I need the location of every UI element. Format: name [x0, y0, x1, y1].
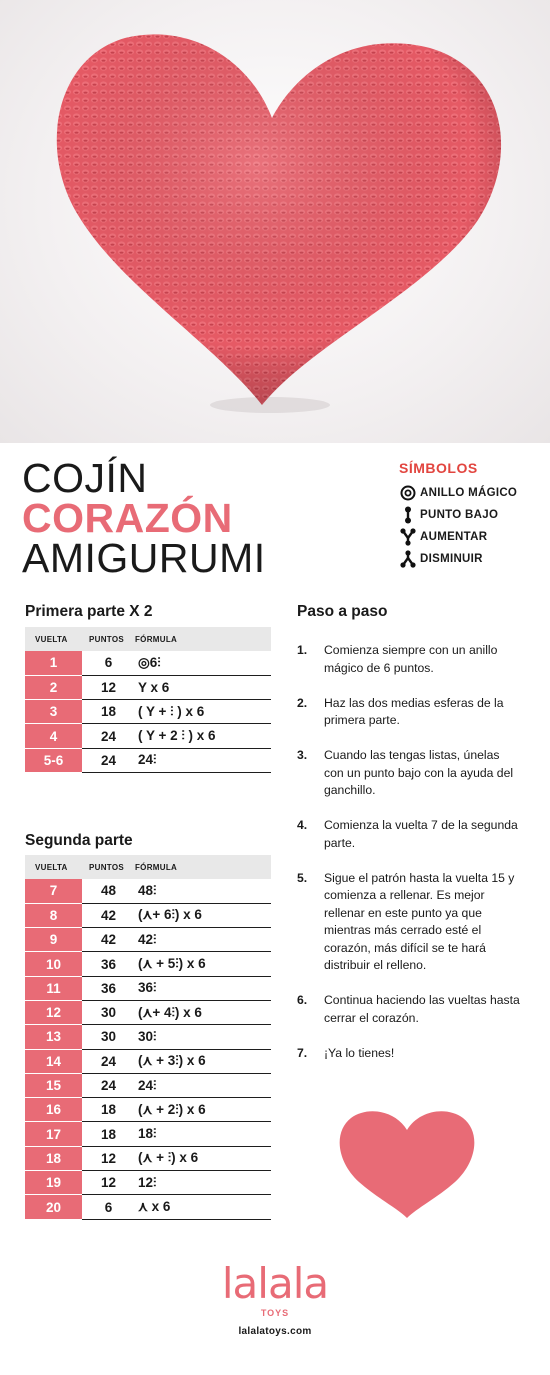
heart-icon — [337, 1108, 477, 1225]
brand-logo — [0, 1262, 550, 1337]
stitches-cell: 6 — [82, 651, 135, 675]
table-row — [25, 928, 271, 952]
table-row — [25, 1098, 271, 1122]
round-cell: 19 — [25, 1171, 82, 1195]
stitches-cell: 48 — [82, 879, 135, 903]
title-line-1: COJÍN — [22, 455, 148, 501]
formula-cell: 24⫶ — [135, 748, 271, 772]
round-cell: 15 — [25, 1073, 82, 1097]
round-cell: 11 — [25, 976, 82, 1000]
round-cell: 18 — [25, 1146, 82, 1170]
formula-cell: (⋏ + ⫶) x 6 — [135, 1146, 271, 1170]
step-number: 7. — [297, 1045, 308, 1060]
step-number: 4. — [297, 818, 308, 832]
crochet-heart-image — [0, 0, 550, 443]
column-header: PUNTOS — [82, 855, 135, 879]
round-cell: 20 — [25, 1195, 82, 1219]
step-number: 3. — [297, 748, 308, 762]
table-row — [25, 1195, 271, 1219]
stitches-cell: 30 — [82, 1000, 135, 1024]
table-header-row — [25, 627, 271, 651]
round-cell: 3 — [25, 700, 82, 724]
formula-cell: ◎6⫶ — [135, 651, 271, 675]
column-header: FÓRMULA — [135, 627, 271, 651]
list-item — [297, 870, 522, 975]
stitches-cell: 6 — [82, 1195, 135, 1219]
table-row — [25, 748, 271, 772]
round-cell: 4 — [25, 724, 82, 748]
round-cell: 2 — [25, 675, 82, 699]
round-cell: 14 — [25, 1049, 82, 1073]
step-text: Continua haciendo las vueltas hasta cerrar el corazón. — [324, 993, 520, 1025]
symbol-label: ANILLO MÁGICO — [420, 487, 518, 499]
stitches-cell: 12 — [82, 1171, 135, 1195]
table-row — [25, 1171, 271, 1195]
step-text: Cuando las tengas listas, únelas con un punto bajo con la ayuda del ganchillo. — [324, 748, 514, 797]
round-cell: 17 — [25, 1122, 82, 1146]
list-item — [297, 817, 522, 852]
symbol-row-increase — [399, 526, 517, 548]
formula-cell: 30⫶ — [135, 1025, 271, 1049]
step-text: Sigue el patrón hasta la vuelta 15 y comienza a rellenar. Es mejor rellenar en este punto ya que mientras más cerrado esté el corazón, más difícil se te hará distribuir el relleno. — [324, 870, 515, 972]
table-row — [25, 1122, 271, 1146]
formula-cell: 24⫶ — [135, 1073, 271, 1097]
step-number: 5. — [297, 870, 308, 885]
column-header: FÓRMULA — [135, 855, 271, 879]
table-row — [25, 651, 271, 675]
formula-cell: 36⫶ — [135, 976, 271, 1000]
table-row — [25, 976, 271, 1000]
table-row — [25, 1049, 271, 1073]
part1-table — [25, 627, 271, 773]
logo-wordmark: lalala — [221, 1262, 329, 1308]
stitches-cell: 36 — [82, 976, 135, 1000]
step-number: 2. — [297, 695, 308, 710]
table-row — [25, 903, 271, 927]
round-cell: 10 — [25, 952, 82, 976]
table-row — [25, 1146, 271, 1170]
table-row — [25, 1000, 271, 1024]
column-header: PUNTOS — [82, 627, 135, 651]
symbol-row-single-crochet — [399, 504, 517, 526]
round-cell: 12 — [25, 1000, 82, 1024]
column-header: VUELTA — [25, 627, 82, 651]
stitches-cell: 24 — [82, 724, 135, 748]
table-row — [25, 1025, 271, 1049]
step-number: 1. — [297, 643, 308, 657]
magic-ring-icon — [399, 484, 417, 502]
formula-cell: (⋏ + 3⫶) x 6 — [135, 1049, 271, 1073]
table-row — [25, 675, 271, 699]
page-title — [22, 455, 266, 582]
stitches-cell: 12 — [82, 675, 135, 699]
symbol-label: PUNTO BAJO — [420, 509, 499, 521]
table-row — [25, 952, 271, 976]
formula-cell: 48⫶ — [135, 879, 271, 903]
list-item — [297, 992, 522, 1027]
stitches-cell: 30 — [82, 1025, 135, 1049]
list-item — [297, 695, 522, 730]
formula-cell: 18⫶ — [135, 1122, 271, 1146]
list-item — [297, 747, 522, 800]
increase-icon — [399, 528, 417, 546]
round-cell: 9 — [25, 928, 82, 952]
stitches-cell: 18 — [82, 1122, 135, 1146]
formula-cell: (⋏+ 4⫶) x 6 — [135, 1000, 271, 1024]
step-number: 6. — [297, 993, 308, 1007]
symbols-legend — [399, 460, 517, 570]
round-cell: 5-6 — [25, 748, 82, 772]
formula-cell: 42⫶ — [135, 928, 271, 952]
symbol-label: AUMENTAR — [420, 531, 488, 543]
stitches-cell: 24 — [82, 748, 135, 772]
round-cell: 16 — [25, 1098, 82, 1122]
formula-cell: ⋏ x 6 — [135, 1195, 271, 1219]
formula-cell: ( Y + 2 ⫶ ) x 6 — [135, 724, 271, 748]
steps-list — [297, 642, 522, 1080]
step-text: Comienza siempre con un anillo mágico de 6 puntos. — [324, 643, 498, 675]
step-text: ¡Ya lo tienes! — [324, 1045, 395, 1060]
round-cell: 1 — [25, 651, 82, 675]
formula-cell: (⋏+ 6⫶) x 6 — [135, 903, 271, 927]
formula-cell: (⋏ + 2⫶) x 6 — [135, 1098, 271, 1122]
table-row — [25, 724, 271, 748]
part2-table — [25, 855, 271, 1220]
stitches-cell: 12 — [82, 1146, 135, 1170]
stitches-cell: 36 — [82, 952, 135, 976]
formula-cell: 12⫶ — [135, 1171, 271, 1195]
stitches-cell: 18 — [82, 1098, 135, 1122]
hero-photo — [0, 0, 550, 443]
step-text: Haz las dos medias esferas de la primera parte. — [324, 695, 504, 727]
list-item — [297, 642, 522, 677]
step-text: Comienza la vuelta 7 de la segunda parte. — [324, 818, 518, 850]
stitches-cell: 24 — [82, 1049, 135, 1073]
round-cell: 8 — [25, 903, 82, 927]
formula-cell: Y x 6 — [135, 675, 271, 699]
stitches-cell: 42 — [82, 928, 135, 952]
list-item — [297, 1045, 522, 1063]
stitches-cell: 42 — [82, 903, 135, 927]
single-crochet-icon — [399, 506, 417, 524]
stitches-cell: 18 — [82, 700, 135, 724]
symbol-label: DISMINUIR — [420, 553, 483, 565]
formula-cell: (⋏ + 5⫶) x 6 — [135, 952, 271, 976]
stitches-cell: 24 — [82, 1073, 135, 1097]
round-cell: 7 — [25, 879, 82, 903]
column-header: VUELTA — [25, 855, 82, 879]
symbols-heading: SÍMBOLOS — [399, 460, 478, 476]
table-row — [25, 1073, 271, 1097]
table-row — [25, 879, 271, 903]
title-line-2: CORAZÓN — [22, 495, 233, 542]
website-link[interactable]: lalalatoys.com — [238, 1326, 312, 1337]
symbol-row-magic-ring — [399, 482, 517, 504]
part2-title: Segunda parte — [25, 832, 133, 849]
formula-cell: ( Y + ⫶ ) x 6 — [135, 700, 271, 724]
title-line-3: AMIGURUMI — [22, 535, 266, 582]
table-row — [25, 700, 271, 724]
decrease-icon — [399, 550, 417, 568]
round-cell: 13 — [25, 1025, 82, 1049]
logo-subtext: TOYS — [260, 1308, 290, 1318]
table-header-row — [25, 855, 271, 879]
steps-title: Paso a paso — [297, 603, 388, 620]
lalala-logo-icon — [190, 1262, 360, 1320]
symbol-row-decrease — [399, 548, 517, 570]
part1-title: Primera parte X 2 — [25, 603, 153, 620]
